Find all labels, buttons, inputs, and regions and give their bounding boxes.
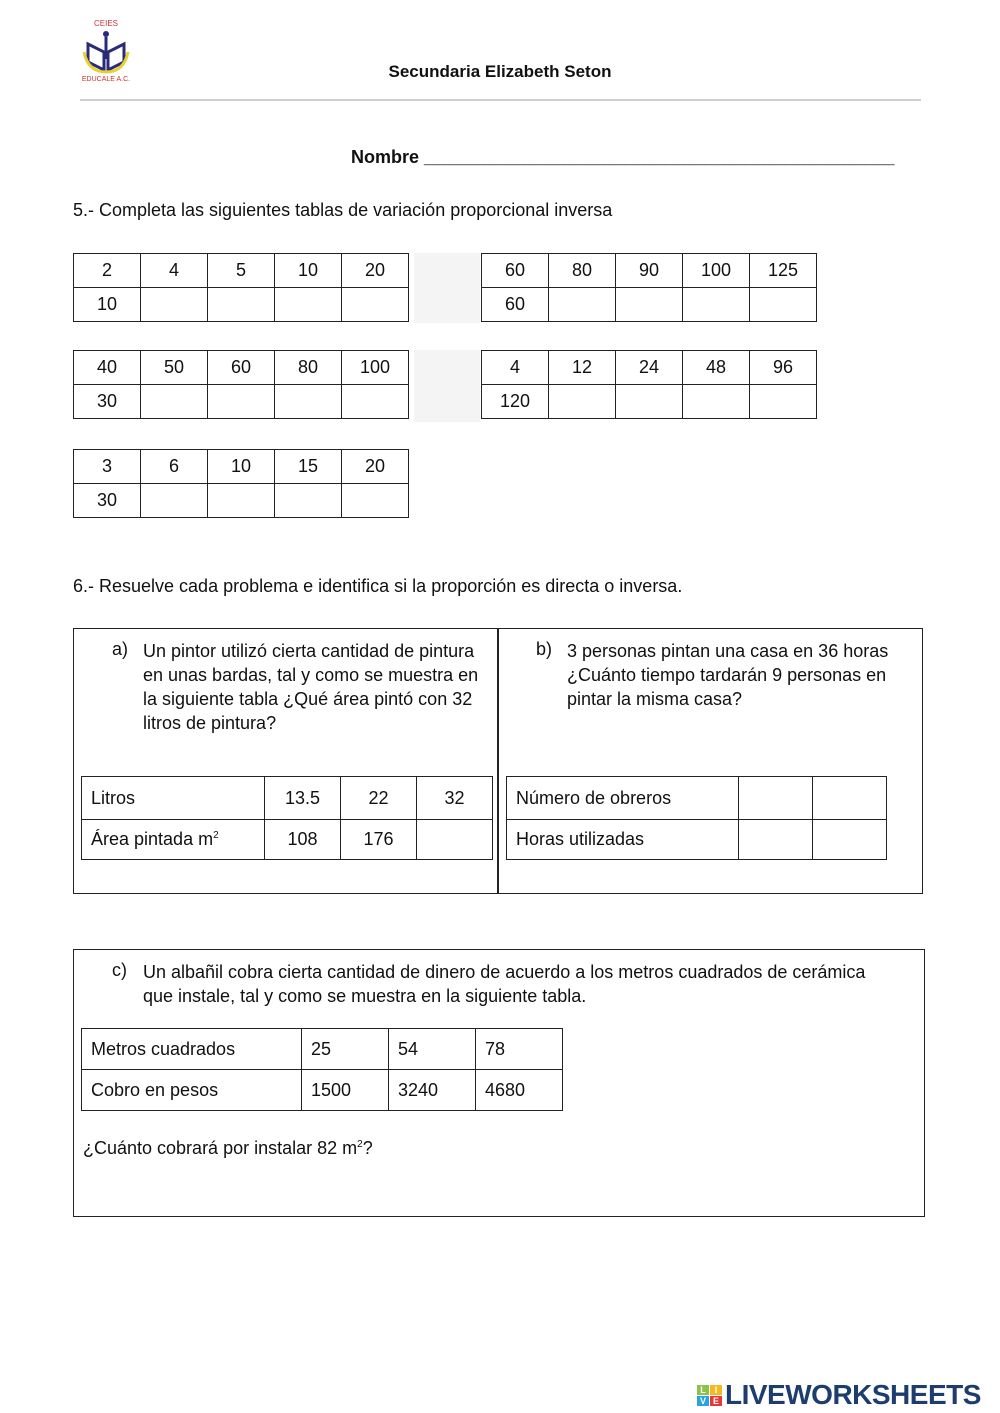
table-cell: Litros [82,777,265,820]
badge-letter: I [710,1385,722,1395]
table-row [82,1070,563,1111]
table-cell: 96 [750,351,817,385]
answer-cell[interactable] [616,288,683,322]
table-cell: 100 [683,254,750,288]
answer-input[interactable] [739,789,816,809]
table-cell: 176 [341,820,417,860]
table-cell: Metros cuadrados [82,1029,302,1070]
svg-text:CEIES: CEIES [93,19,119,28]
answer-input[interactable] [813,789,890,809]
q6c-question [83,1138,373,1159]
table-row [482,351,817,385]
data-table [73,253,409,322]
table-cell: 54 [389,1029,476,1070]
divider [497,628,499,893]
table-row [74,254,409,288]
answer-cell[interactable] [208,288,275,322]
data-table [81,776,493,860]
answer-cell[interactable] [275,288,342,322]
answer-input[interactable] [141,492,211,512]
table-cell: Cobro en pesos [82,1070,302,1111]
answer-input[interactable] [141,296,211,316]
answer-input[interactable] [739,831,816,851]
data-table [81,1028,563,1111]
table-row [82,777,493,820]
badge-letter: L [697,1385,709,1395]
q6-title: 6.- Resuelve cada problema e identifica si la proporción es directa o inversa. [73,576,683,596]
answer-cell[interactable] [739,820,813,860]
table-row [74,450,409,484]
answer-cell[interactable] [549,288,616,322]
table-cell: 4 [141,254,208,288]
table-cell: 22 [341,777,417,820]
answer-input[interactable] [342,393,412,413]
answer-cell[interactable] [342,288,409,322]
answer-cell[interactable] [813,820,887,860]
table-cell: 3 [74,450,141,484]
table-cell: 10 [74,288,141,322]
q6c-letter: c) [112,960,127,980]
table-cell: 78 [476,1029,563,1070]
answer-cell[interactable] [616,385,683,419]
data-table [73,350,409,419]
table-cell: 10 [275,254,342,288]
svg-text:EDUCALE A.C.: EDUCALE A.C. [81,76,131,83]
table-cell: 60 [482,254,549,288]
answer-cell[interactable] [549,385,616,419]
table-cell: 100 [342,351,409,385]
answer-input[interactable] [208,296,278,316]
answer-cell[interactable] [750,385,817,419]
answer-cell[interactable] [141,385,208,419]
answer-cell[interactable] [275,484,342,518]
brand-name: LIVEWORKSHEETS [725,1379,981,1410]
q5-title: 5.- Completa las siguientes tablas de variación proporcional inversa [73,200,613,220]
table-cell: 1500 [302,1070,389,1111]
answer-input[interactable] [342,296,412,316]
spacer [414,350,480,422]
table-cell: 40 [74,351,141,385]
badge-letter: E [710,1396,722,1406]
table-row [507,820,887,860]
answer-cell[interactable] [275,385,342,419]
table-cell: 48 [683,351,750,385]
answer-cell[interactable] [813,777,887,820]
answer-cell[interactable] [141,484,208,518]
answer-cell[interactable] [683,385,750,419]
answer-input[interactable] [549,393,619,413]
table-cell: 120 [482,385,549,419]
table-cell: 30 [74,385,141,419]
data-table [481,253,817,322]
superscript: 2 [213,830,219,841]
table-cell: 25 [302,1029,389,1070]
answer-input[interactable] [208,492,278,512]
table-row [82,1029,563,1070]
table-cell: 12 [549,351,616,385]
answer-input[interactable] [141,393,211,413]
answer-input[interactable] [275,393,345,413]
answer-input[interactable] [750,296,820,316]
answer-cell[interactable] [342,484,409,518]
table-cell: 13.5 [265,777,341,820]
q6a-letter: a) [112,639,129,659]
table-cell: 108 [265,820,341,860]
badge-letter: V [697,1396,709,1406]
spacer [414,253,480,323]
answer-input[interactable] [683,393,753,413]
answer-cell[interactable] [208,484,275,518]
data-table [73,449,409,518]
superscript: 2 [357,1139,363,1150]
answer-cell[interactable] [750,288,817,322]
table-cell: 4680 [476,1070,563,1111]
answer-cell[interactable] [417,820,493,860]
table-cell: 80 [549,254,616,288]
table-row [74,385,409,419]
table-cell: 4 [482,351,549,385]
q6c-text: Un albañil cobra cierta cantidad de dinero de acuerdo a los metros cuadrados de cerámica que instale, tal y como se muestra en la siguiente tabla. [143,962,866,1006]
question-end: ? [362,1138,373,1158]
table-cell: 60 [482,288,549,322]
answer-input[interactable] [342,492,412,512]
table-cell: Horas utilizadas [507,820,739,860]
table-cell: 80 [275,351,342,385]
name-field[interactable]: Nombre _______________________________________________ [351,147,895,167]
table-row [507,777,887,820]
answer-input[interactable] [208,393,278,413]
table-cell: 10 [208,450,275,484]
liveworksheets-logo [697,1379,981,1411]
data-table [506,776,887,860]
answer-input[interactable] [275,296,345,316]
table-row [482,288,817,322]
answer-input[interactable] [549,296,619,316]
answer-input[interactable] [275,492,345,512]
table-cell: 20 [342,450,409,484]
answer-cell[interactable] [739,777,813,820]
table-row [74,351,409,385]
table-cell: 2 [74,254,141,288]
table-cell: 50 [141,351,208,385]
answer-cell[interactable] [208,385,275,419]
q6b-text: 3 personas pintan una casa en 36 horas ¿Cuánto tiempo tardarán 9 personas en pintar la misma casa? [567,641,889,709]
answer-input[interactable] [813,831,890,851]
q6a-text: Un pintor utilizó cierta cantidad de pintura en unas bardas, tal y como se muestra en la siguiente tabla ¿Qué área pintó con 32 litros de pintura? [143,641,479,733]
answer-input[interactable] [616,296,686,316]
answer-cell[interactable] [342,385,409,419]
answer-input[interactable] [616,393,686,413]
table-cell: 30 [74,484,141,518]
table-cell: 90 [616,254,683,288]
table-row [82,820,493,860]
school-name: Secundaria Elizabeth Seton [388,62,612,81]
table-cell: 24 [616,351,683,385]
live-badge-icon [697,1385,722,1406]
answer-input[interactable] [750,393,820,413]
answer-cell[interactable] [141,288,208,322]
table-row [74,288,409,322]
answer-input[interactable] [417,831,496,851]
table-row [482,254,817,288]
table-cell: 15 [275,450,342,484]
table-cell: 5 [208,254,275,288]
question-text: ¿Cuánto cobrará por instalar 82 m [83,1138,358,1158]
table-cell: 60 [208,351,275,385]
data-table [481,350,817,419]
answer-cell[interactable] [683,288,750,322]
answer-input[interactable] [683,296,753,316]
q6b-letter: b) [536,639,553,659]
table-row [74,484,409,518]
table-cell: 3240 [389,1070,476,1111]
table-cell: 20 [342,254,409,288]
table-cell: Área pintada $m^2$ [82,820,265,860]
table-cell: 6 [141,450,208,484]
table-row [482,385,817,419]
table-cell: Número de obreros [507,777,739,820]
table-cell: 32 [417,777,493,820]
table-cell: 125 [750,254,817,288]
header-divider [80,99,921,101]
